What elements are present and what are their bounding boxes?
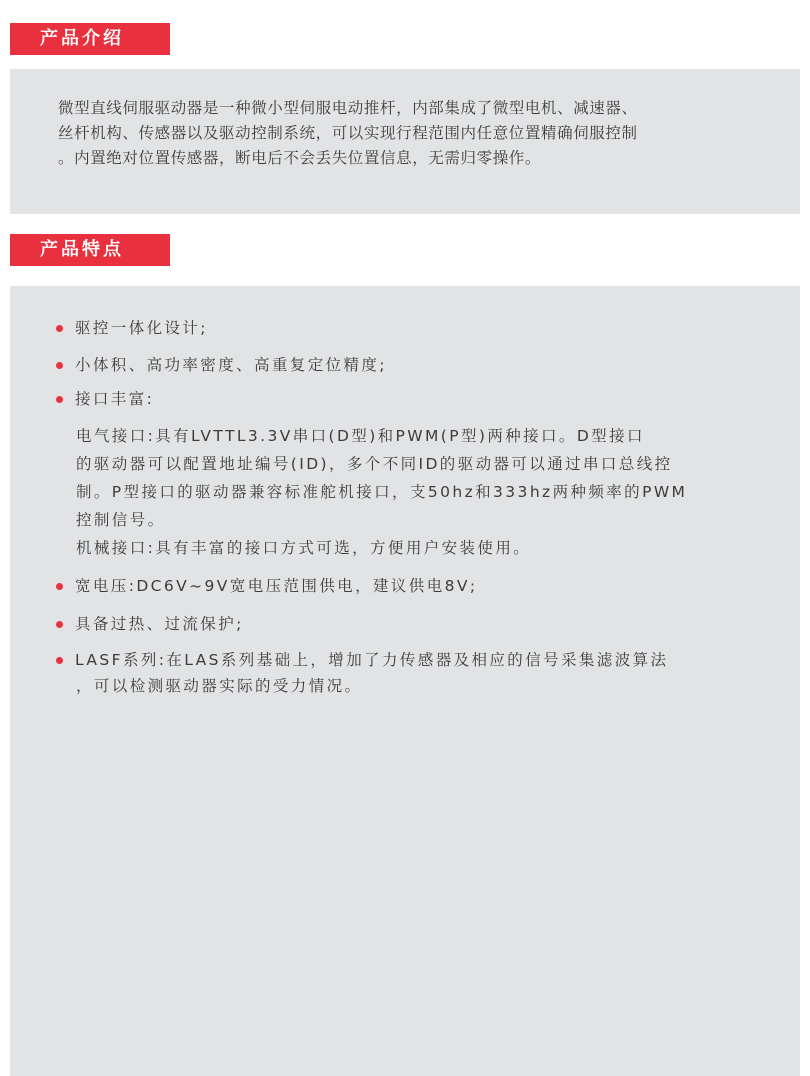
bullet-dot-icon — [56, 396, 63, 403]
bullet-dot-icon — [56, 325, 63, 332]
feature-text: 驱控一体化设计; — [75, 319, 208, 337]
section-header-intro — [10, 23, 170, 55]
interface-detail-line: 制。P型接口的驱动器兼容标准舵机接口，支50hz和333hz两种频率的PWM — [76, 483, 688, 501]
interface-detail-line: 机械接口:具有丰富的接口方式可选，方便用户安装使用。 — [76, 539, 532, 557]
intro-line: 微型直线伺服驱动器是一种微小型伺服电动推杆，内部集成了微型电机、减速器、 — [58, 99, 638, 117]
bullet-dot-icon — [56, 657, 63, 664]
bullet-dot-icon — [56, 621, 63, 628]
feature-continuation-line: ，可以检测驱动器实际的受力情况。 — [76, 677, 363, 695]
feature-text: 小体积、高功率密度、高重复定位精度; — [75, 356, 387, 374]
feature-text: 接口丰富: — [75, 390, 155, 408]
section-header-features — [10, 234, 170, 266]
intro-line: 。内置绝对位置传感器，断电后不会丢失位置信息，无需归零操作。 — [58, 149, 542, 167]
feature-text: 具备过热、过流保护; — [75, 615, 244, 633]
section-title-intro: 产品介绍 — [40, 28, 124, 49]
bullet-dot-icon — [56, 362, 63, 369]
interface-detail-line: 电气接口:具有LVTTL3.3V串口(D型)和PWM(P型)两种接口。D型接口 — [76, 427, 645, 445]
intro-line: 丝杆机构、传感器以及驱动控制系统，可以实现行程范围内任意位置精确伺服控制 — [58, 124, 638, 142]
section-title-features: 产品特点 — [40, 239, 124, 260]
intro-paragraph — [58, 96, 758, 171]
features-panel — [10, 286, 800, 1076]
intro-panel — [10, 69, 800, 214]
bullet-dot-icon — [56, 583, 63, 590]
interface-detail-line: 控制信号。 — [76, 511, 166, 529]
interface-detail-line: 的驱动器可以配置地址编号(ID)，多个不同ID的驱动器可以通过串口总线控 — [76, 455, 673, 473]
feature-text: LASF系列:在LAS系列基础上，增加了力传感器及相应的信号采集滤波算法 — [75, 651, 669, 669]
feature-text: 宽电压:DC6V~9V宽电压范围供电，建议供电8V; — [75, 577, 478, 595]
